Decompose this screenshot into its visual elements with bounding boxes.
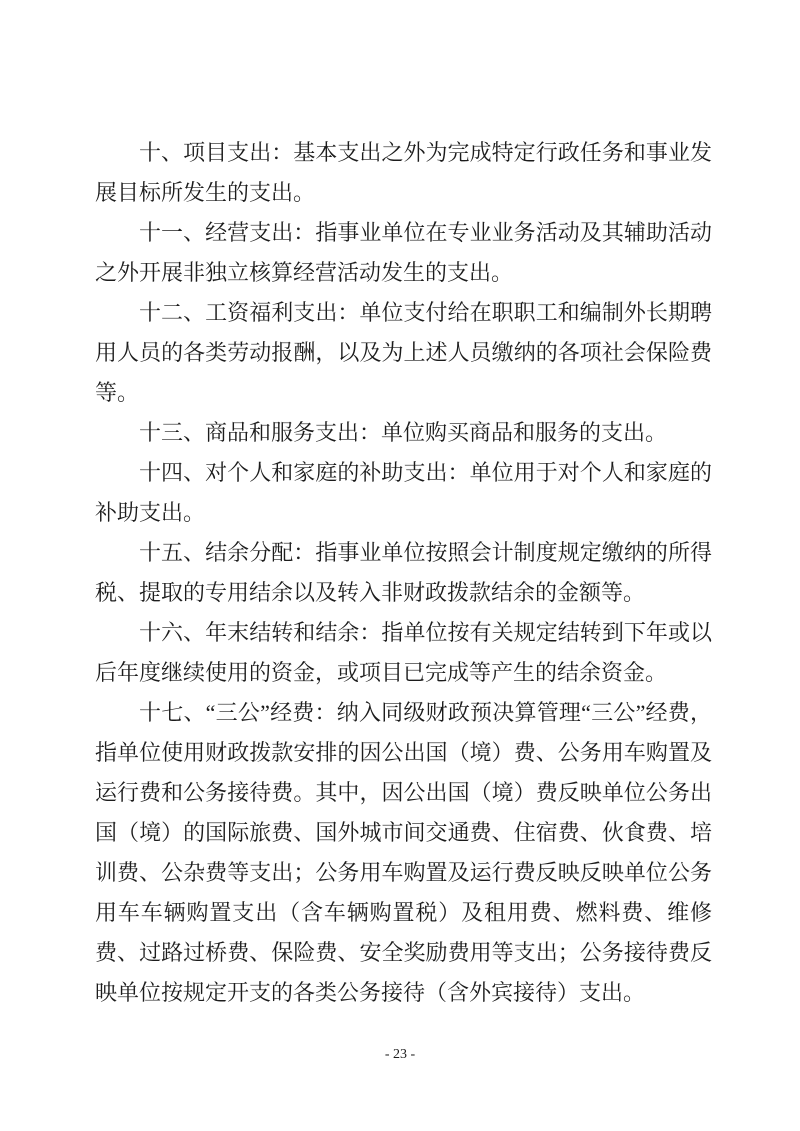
paragraph-term-13-goods-services-expenditure: 十三、商品和服务支出：单位购买商品和服务的支出。	[139, 420, 668, 445]
body-text-block	[95, 133, 712, 1013]
page-number: - 23 -	[384, 1047, 416, 1062]
paragraph-term-16-year-end-carryover: 十六、年末结转和结余：指单位按有关规定结转到下年或以后年度继续使用的资金，或项目已完成等产生的结余资金。	[95, 620, 712, 685]
paragraph-term-17-three-public-funds: 十七、“三公”经费：纳入同级财政预决算管理“三公”经费，指单位使用财政拨款安排的因公出国（境）费、公务用车购置及运行费和公务接待费。其中，因公出国（境）费反映单位公务出国（境）的国际旅费、国外城市间交通费、住宿费、伙食费、培训费、公杂费等支出；公务用车购置及运行费反映反映单位公务用车车辆购置支出（含车辆购置税）及租用费、燃料费、维修费、过路过桥费、保险费、安全奖励费用等支出；公务接待费反映单位按规定开支的各类公务接待（含外宾接待）支出。	[95, 700, 712, 1005]
paragraph-term-14-individual-family-subsidy: 十四、对个人和家庭的补助支出：单位用于对个人和家庭的补助支出。	[95, 460, 712, 525]
paragraph-term-10-project-expenditure: 十、项目支出：基本支出之外为完成特定行政任务和事业发展目标所发生的支出。	[95, 140, 712, 205]
paragraph-term-11-operating-expenditure: 十一、经营支出：指事业单位在专业业务活动及其辅助活动之外开展非独立核算经营活动发生的支出。	[95, 220, 712, 285]
paragraph-term-15-surplus-distribution: 十五、结余分配：指事业单位按照会计制度规定缴纳的所得税、提取的专用结余以及转入非财政拨款结余的金额等。	[95, 540, 712, 605]
paragraph-term-12-wage-welfare-expenditure: 十二、工资福利支出：单位支付给在职职工和编制外长期聘用人员的各类劳动报酬，以及为上述人员缴纳的各项社会保险费等。	[95, 300, 712, 405]
